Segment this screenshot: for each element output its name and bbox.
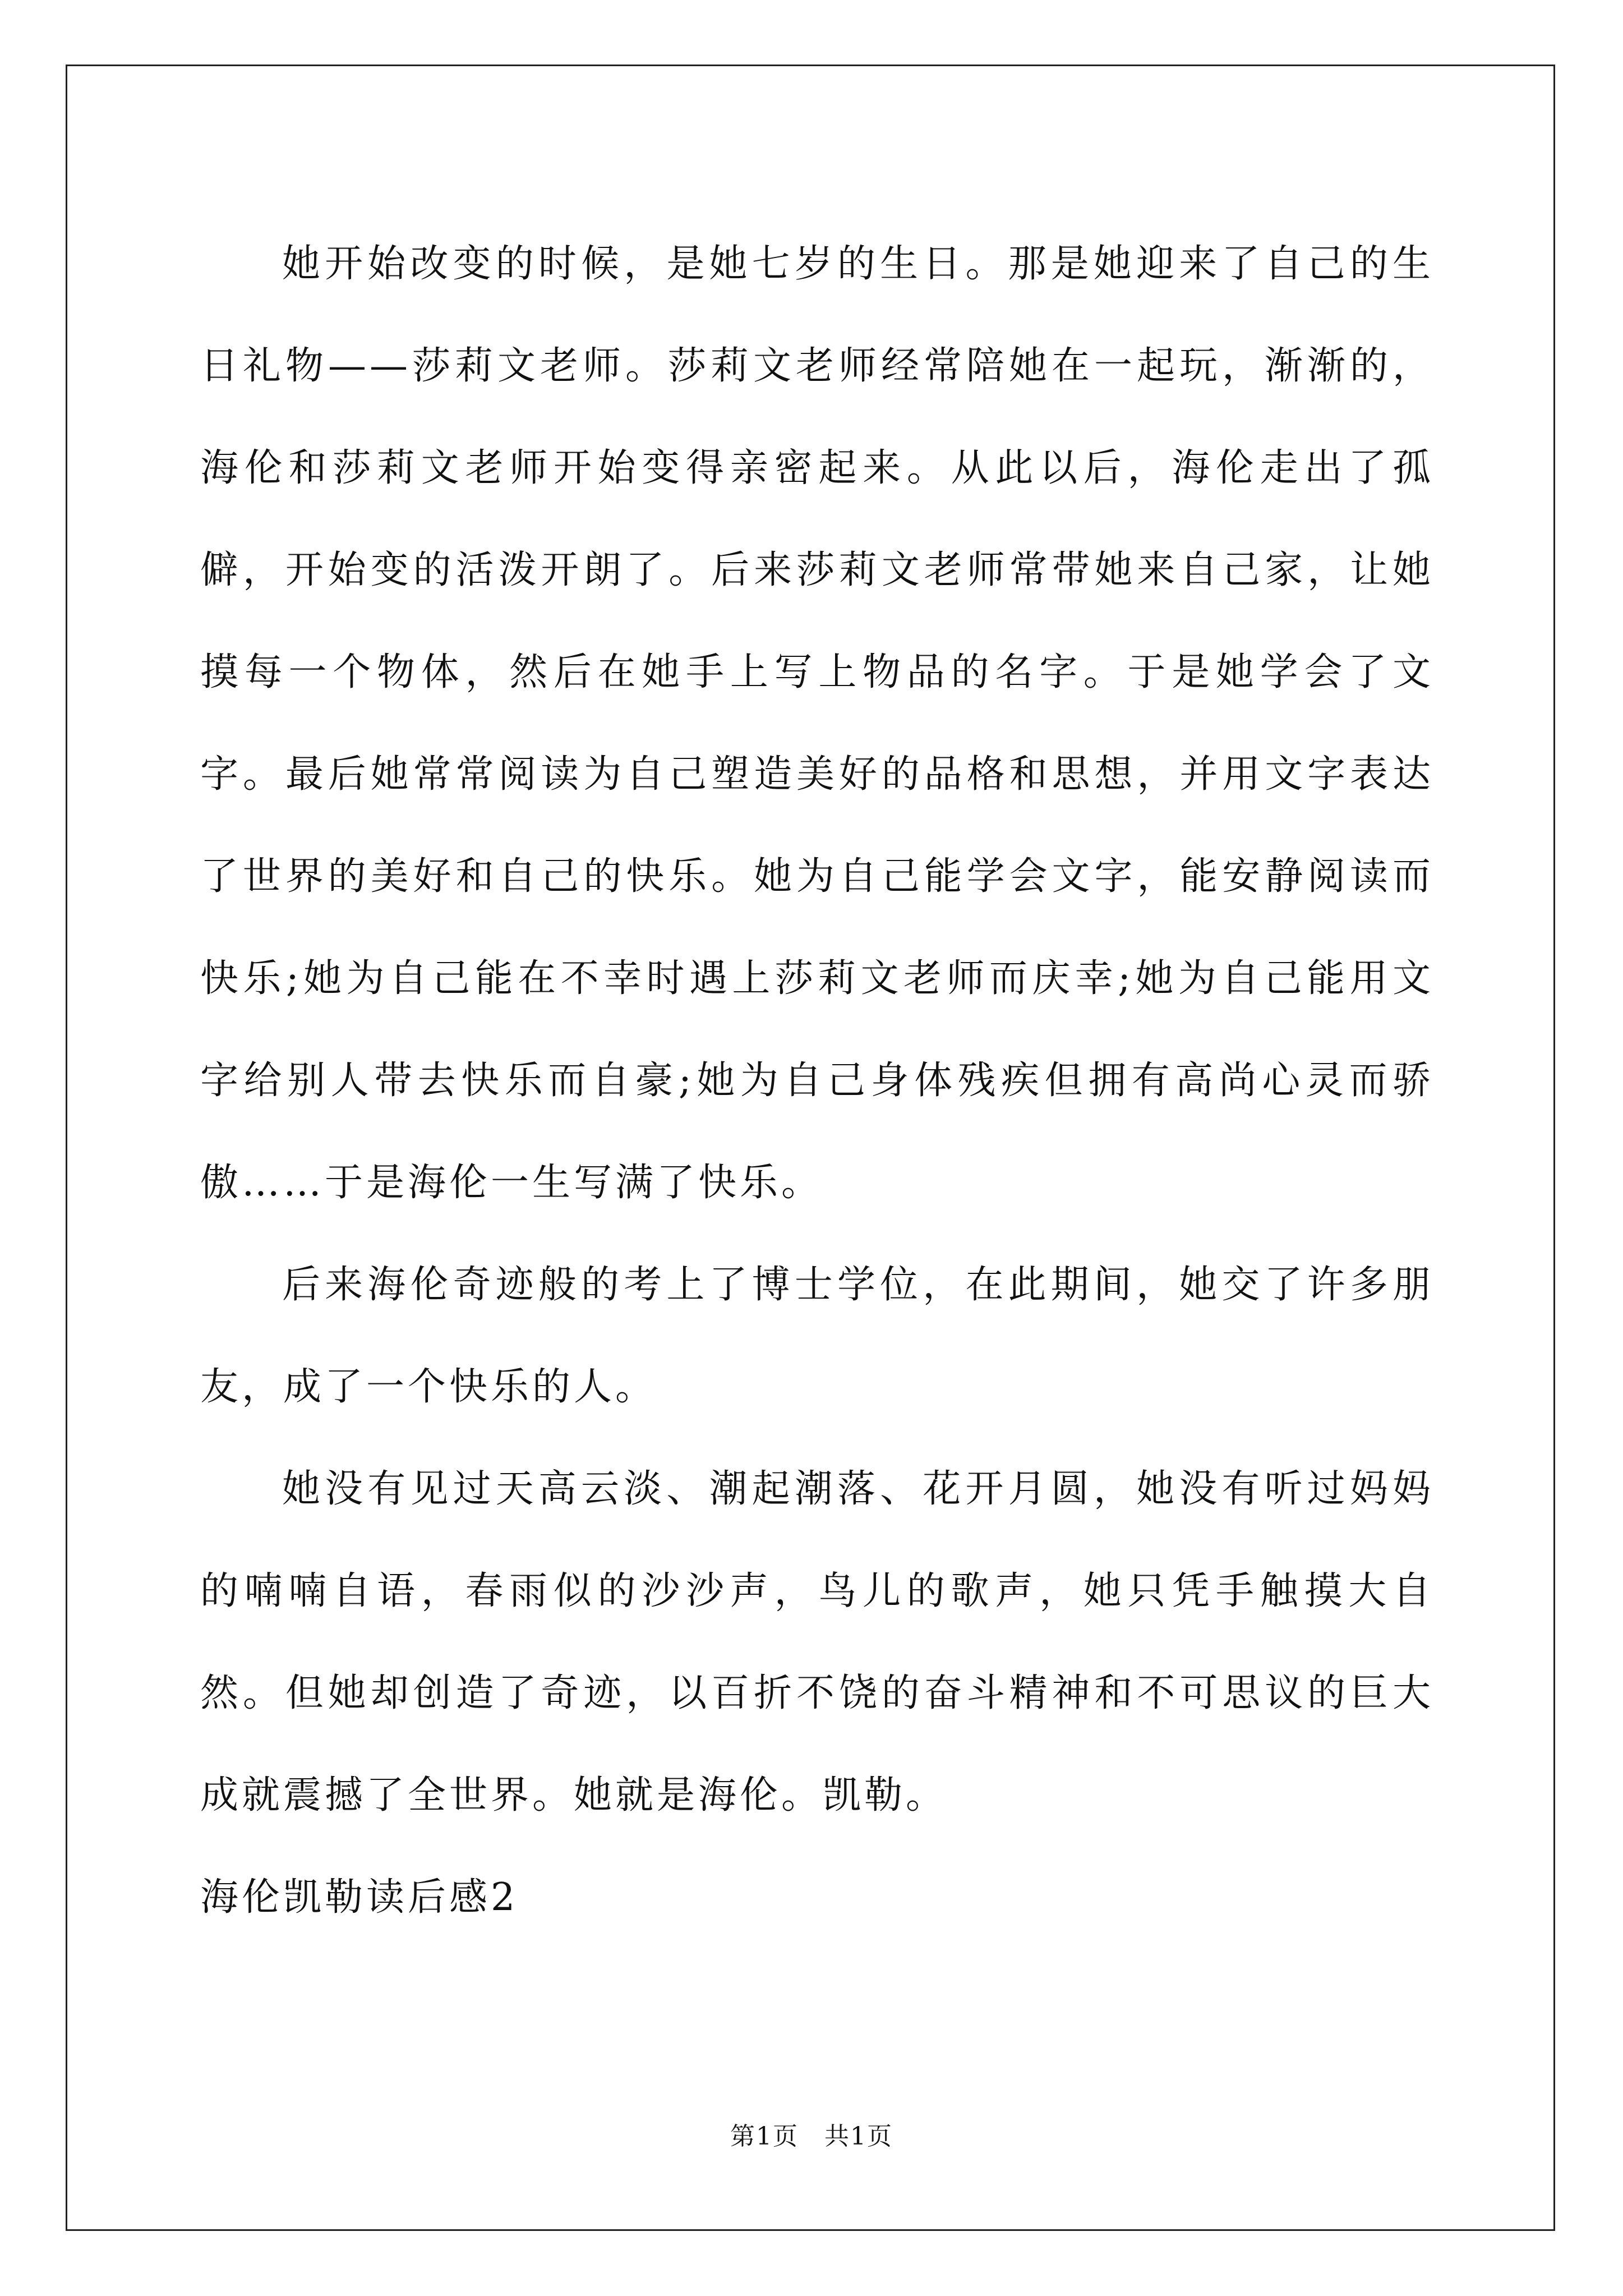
paragraph-3: 她没有见过天高云淡、潮起潮落、花开月圆，她没有听过妈妈的喃喃自语，春雨似的沙沙声，鸟儿的歌声，她只凭手触摸大自然。但她却创造了奇迹，以百折不饶的奋斗精神和不可思议的巨大成就震撼了全世界。她就是海伦。凯勒。 xyxy=(200,1467,1434,1818)
page-footer: 第1页 共1页 xyxy=(730,2122,893,2151)
paragraph-2: 后来海伦奇迹般的考上了博士学位，在此期间，她交了许多朋友，成了一个快乐的人。 xyxy=(200,1263,1434,1409)
document-body xyxy=(200,213,1434,1949)
section-heading: 海伦凯勒读后感2 xyxy=(200,1875,519,1920)
paragraph-1: 她开始改变的时候，是她七岁的生日。那是她迎来了自己的生日礼物——莎莉文老师。莎莉文老师经常陪她在一起玩，渐渐的，海伦和莎莉文老师开始变得亲密起来。从此以后，海伦走出了孤僻，开始变的活泼开朗了。后来莎莉文老师常带她来自己家，让她摸每一个物体，然后在她手上写上物品的名字。于是她学会了文字。最后她常常阅读为自己塑造美好的品格和思想，并用文字表达了世界的美好和自己的快乐。她为自己能学会文字，能安静阅读而快乐;她为自己能在不幸时遇上莎莉文老师而庆幸;她为自己能用文字给别人带去快乐而自豪;她为自己身体残疾但拥有高尚心灵而骄傲……于是海伦一生写满了快乐。 xyxy=(200,242,1434,1205)
